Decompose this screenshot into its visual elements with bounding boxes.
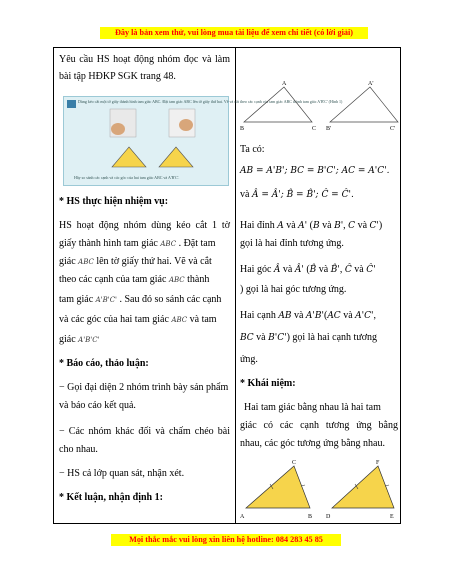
label-b: B [240, 126, 245, 132]
concept-line-3: nhau, các góc tương ứng bằng nhau. [240, 438, 385, 449]
report-line-5: − HS cả lớp quan sát, nhận xét. [59, 468, 185, 479]
angle-line-2: ) gọi là hai góc tương ứng. [240, 284, 347, 295]
task-line-4: theo các cạnh của tam giác ABC thành [59, 274, 210, 285]
triangle-abc-photo [112, 147, 146, 167]
triangle-abc-shaded [246, 466, 310, 508]
equation-angles: và Â = Â'; B̂ = B̂'; Ĉ = Ĉ'. [240, 189, 354, 200]
concept-line-2: giác có các cạnh tương ứng bằng [240, 420, 398, 431]
photo-caption-bottom: Hãy so sánh các cạnh và các góc của hai tam giác ABC và A'B'C'. [74, 175, 180, 180]
label-fig2-a: A [240, 514, 245, 520]
side-line-1: Hai cạnh AB và A'B'(AC và A'C', [240, 310, 376, 321]
photo-caption-top: Dùng kéo cắt một tờ giấy thành hình tam giác ABC. Đặt tam giác ABC lên tờ giấy thứ hai. Vẽ và cắt theo các cạnh của tam giác ABC thành tam giác A'B'C' (Hình 1) [78, 99, 343, 104]
math-abc: ABC [160, 240, 177, 248]
report-line-2: và báo cáo kết quả. [59, 400, 136, 411]
intro-line-1: Yêu cầu HS hoạt động nhóm đọc và làm [59, 54, 230, 65]
hotline-banner: Mọi thắc mắc vui lòng xin liên hệ hotline: 084 283 45 85 [111, 534, 341, 546]
report-heading: * Báo cáo, thảo luận: [59, 358, 149, 369]
report-line-3: − Các nhóm khác đối và chấm chéo bài [59, 426, 230, 437]
angle-line-1: Hai góc Â và Â' (B̂ và B̂', Ĉ và Ĉ' [240, 264, 376, 275]
conclusion-heading: * Kết luận, nhận định 1: [59, 492, 163, 503]
vertex-line-1: Hai đỉnh A và A' (B và B', C và C') [240, 220, 383, 231]
triangle-a1b1c1-photo [159, 147, 193, 167]
vertex-line-2: gọi là hai đỉnh tương ứng. [240, 238, 344, 249]
label-fig2-d: D [326, 514, 331, 520]
congruent-triangles-figure-1 [240, 78, 398, 132]
activity-illustration [64, 97, 230, 187]
task-line-3: giác ABC lên tờ giấy thứ hai. Vẽ và cắt [59, 256, 212, 267]
activity-icon [67, 100, 76, 108]
label-fig2-e: E [390, 514, 394, 520]
label-fig2-b: B [308, 514, 313, 520]
side-line-2: BC và B'C') gọi là hai cạnh tương [240, 332, 377, 343]
concept-line-1: Hai tam giác bằng nhau là hai tam [244, 402, 381, 413]
task-line-1: HS hoạt động nhóm dùng kéo cắt 1 tờ [59, 220, 230, 231]
task-line-6: và các góc của hai tam giác ABC và tam [59, 314, 217, 325]
label-c-prime: C' [390, 126, 396, 132]
triangle-a1b1c1 [330, 87, 398, 122]
label-c: C [312, 126, 317, 132]
ta-co: Ta có: [240, 144, 265, 155]
triangle-def-shaded [332, 466, 394, 508]
report-line-1: − Gọi đại diện 2 nhóm trình bày sản phẩm [59, 382, 229, 393]
task-heading: * HS thực hiện nhiệm vụ: [59, 196, 169, 207]
task-line-5: tam giác A'B'C' . Sau đó so sánh các cạnh [59, 294, 222, 305]
label-fig2-c: C [292, 460, 297, 466]
task-line-7: giác A'B'C' [59, 334, 100, 345]
concept-heading: * Khái niệm: [240, 378, 296, 389]
triangle-abc [244, 87, 312, 122]
preview-banner: Đây là bản xem thử, vui lòng mua tài liệu để xem chi tiết (có lời giải) [100, 27, 368, 39]
lesson-table [53, 47, 401, 524]
equation-sides: AB = A'B'; BC = B'C'; AC = A'C'. [240, 166, 390, 176]
label-a: A [282, 81, 287, 87]
intro-line-2: bài tập HĐKP SGK trang 48. [59, 71, 176, 82]
side-line-3: ứng. [240, 354, 258, 365]
report-line-4: cho nhau. [59, 444, 98, 455]
label-fig2-f: F [376, 460, 380, 466]
label-a-prime: A' [368, 81, 374, 87]
column-divider [235, 48, 236, 523]
congruent-triangles-figure-2 [240, 458, 398, 520]
label-b-prime: B' [326, 126, 332, 132]
task-line-2: giấy thành hình tam giác ABC . Đặt tam [59, 238, 216, 249]
